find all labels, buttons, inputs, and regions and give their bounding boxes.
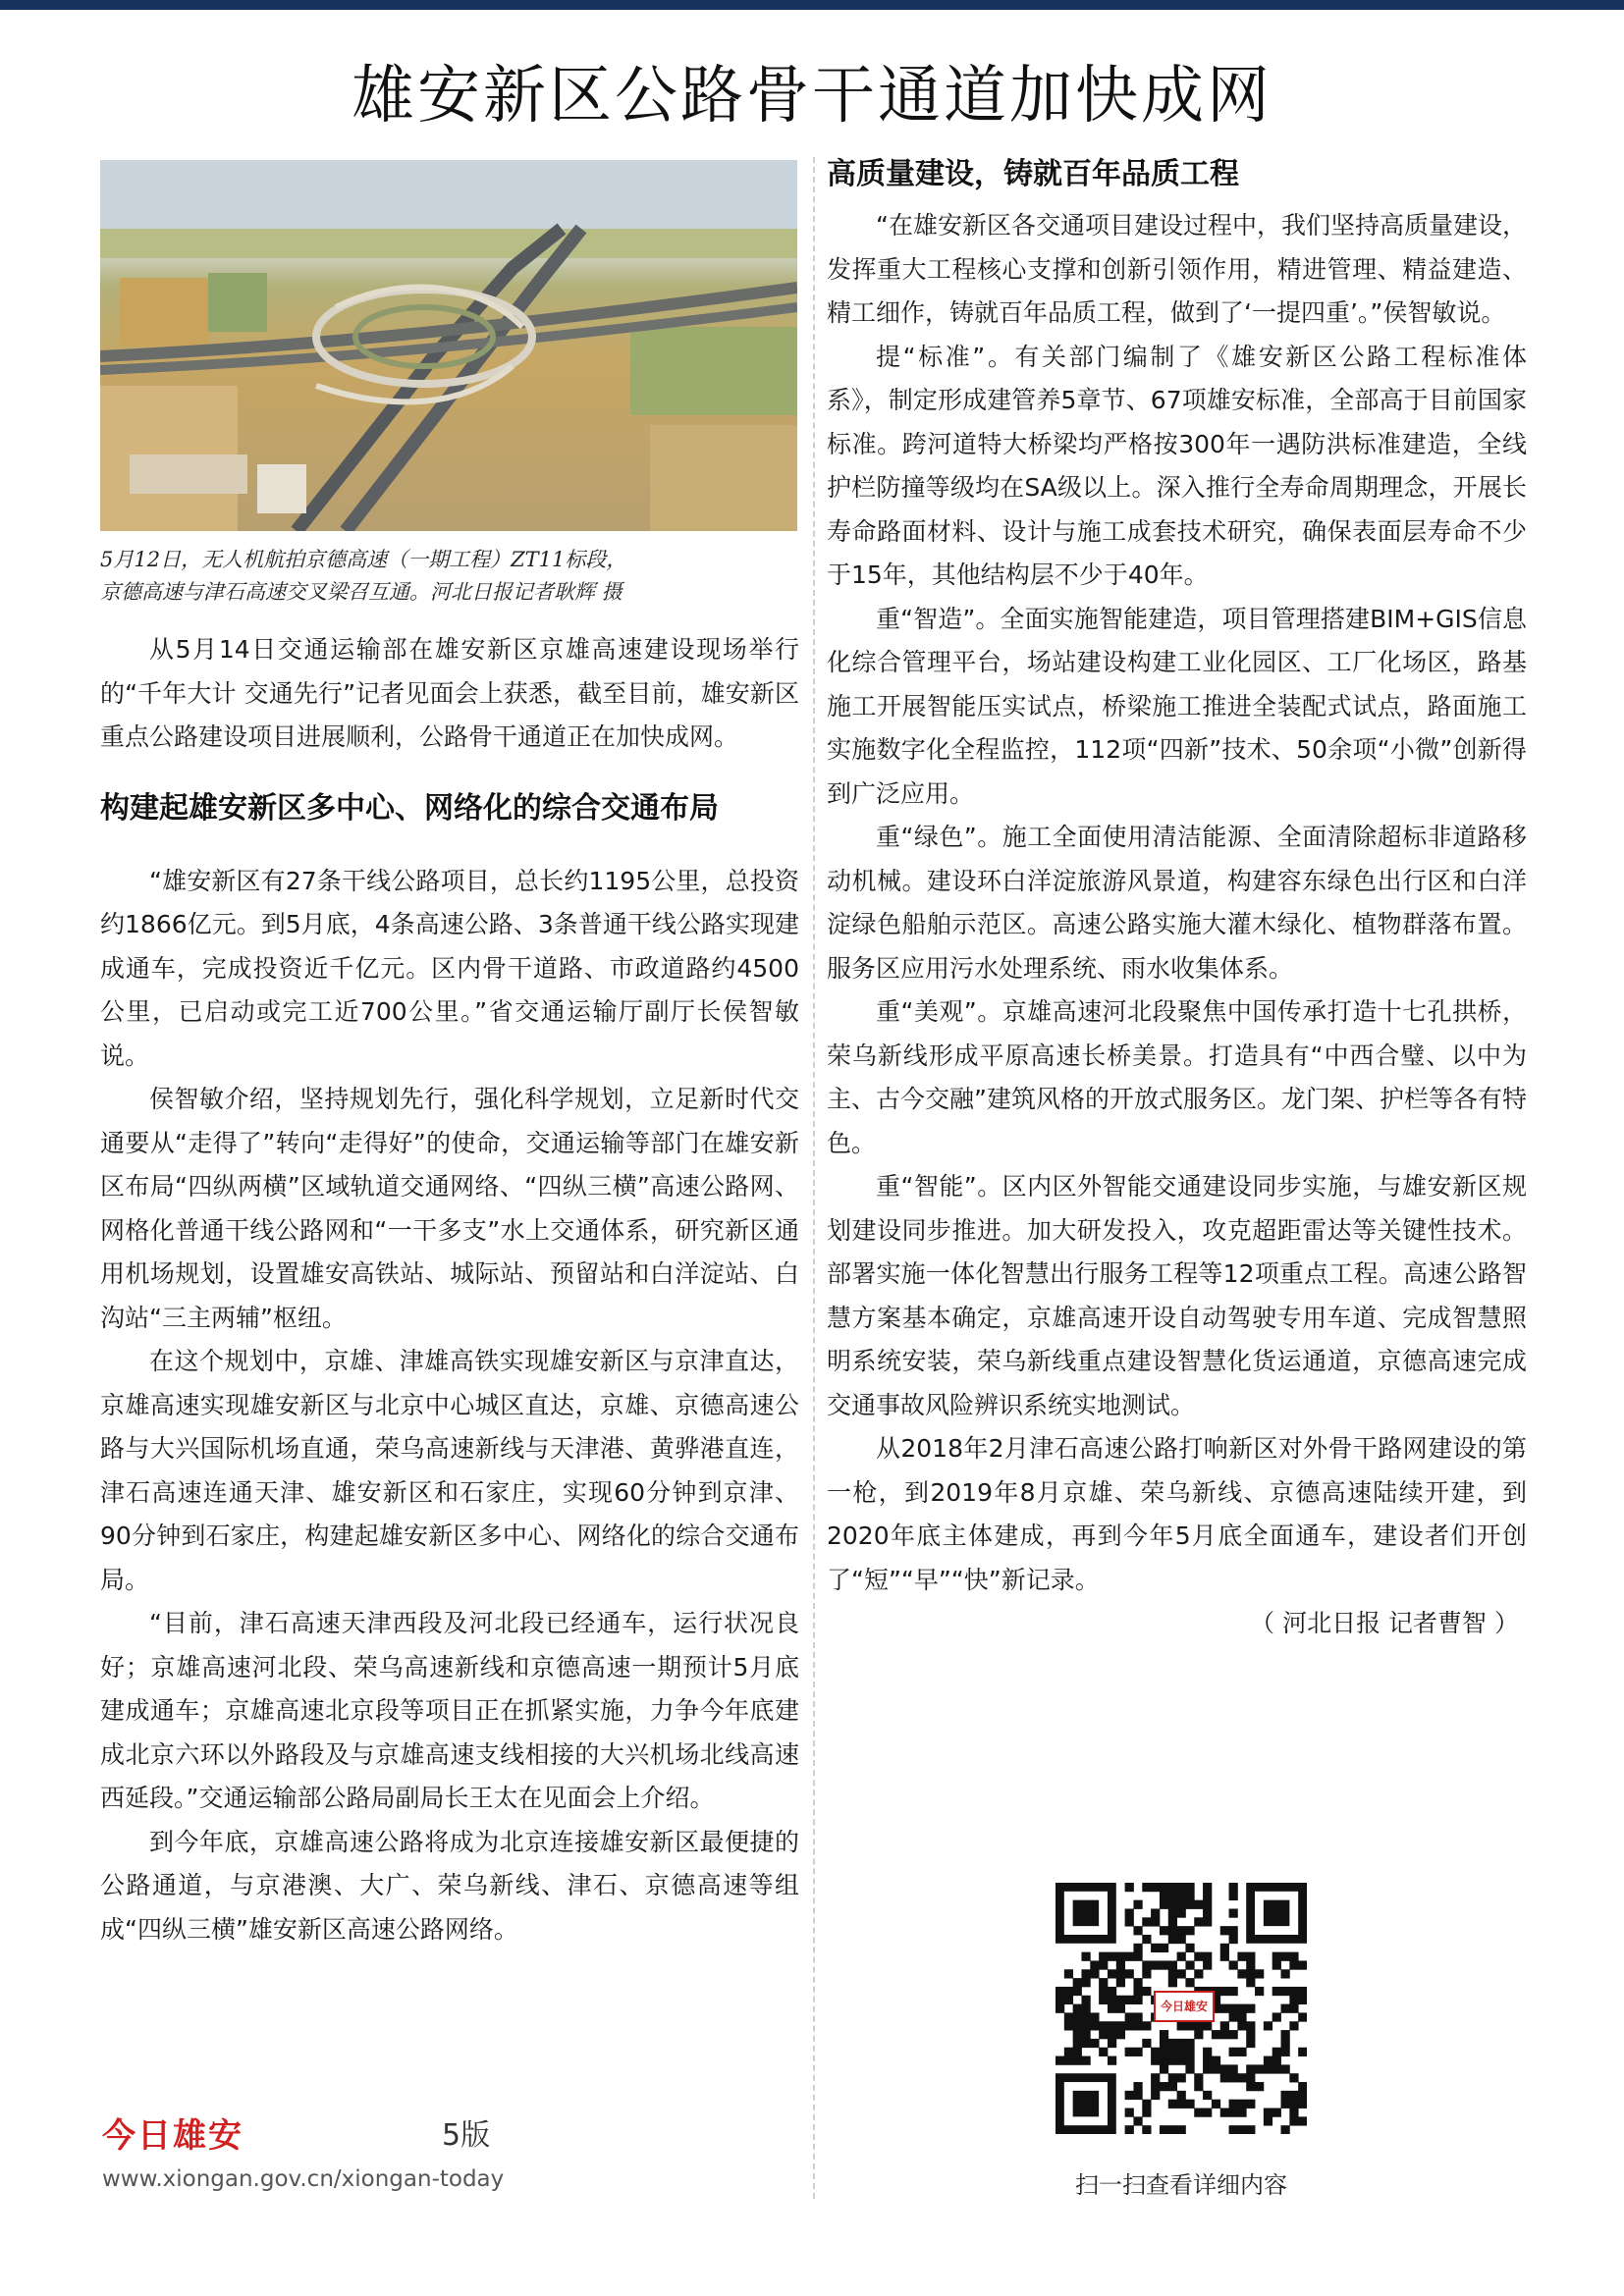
byline: （ 河北日报 记者曹智 ） xyxy=(1250,1609,1519,1637)
section-heading: 构建起雄安新区多中心、网络化的综合交通布局 xyxy=(100,790,719,826)
paragraph: 侯智敏介绍，坚持规划先行，强化科学规划，立足新时代交通要从“走得了”转向“走得好”的使命，交通运输等部门在雄安新区布局“四纵两横”区域轨道交通网络、“四纵三横”高速公路网、网格化普通干线公路网和“一干多支”水上交通体系，研究新区通用机场规划，设置雄安高铁站、城际站、预留站和白洋淀站、白沟站“三主两辅”枢纽。 xyxy=(100,1085,799,1332)
paragraph: 提“标准”。有关部门编制了《雄安新区公路工程标准体系》，制定形成建管养5章节、67项雄安标准，全部高于目前国家标准。跨河道特大桥梁均严格按300年一遇防洪标准建造，全线护栏防撞等级均在SA级以上。深入推行全寿命周期理念，开展长寿命路面材料、设计与施工成套技术研究，确保表面层寿命不少于15年，其他结构层不少于40年。 xyxy=(827,342,1527,589)
page-number: 5版 xyxy=(442,2118,491,2153)
photo-caption-line: 5月12日，无人机航拍京德高速（一期工程）ZT11标段， xyxy=(100,548,627,571)
paragraph: 重“智造”。全面实施智能建造，项目管理搭建BIM+GIS信息化综合管理平台，场站建设构建工业化园区、工厂化场区，路基施工开展智能压实试点，桥梁施工推进全装配式试点，路面施工实施数字化全程监控，112项“四新”技术、50余项“小微”创新得到广泛应用。 xyxy=(827,604,1527,808)
paragraph: 从5月14日交通运输部在雄安新区京雄高速建设现场举行的“千年大计 交通先行”记者见面会上获悉，截至目前，雄安新区重点公路建设项目进展顺利，公路骨干通道正在加快成网。 xyxy=(100,635,799,751)
paragraph: 重“美观”。京雄高速河北段聚焦中国传承打造十七孔拱桥，荣乌新线形成平原高速长桥美景。打造具有“中西合璧、以中为主、古今交融”建筑风格的开放式服务区。龙门架、护栏等各有特色。 xyxy=(827,997,1527,1157)
aerial-photo-drawing xyxy=(100,160,797,531)
article-title: 雄安新区公路骨干通道加快成网 xyxy=(352,60,1272,133)
top-bar xyxy=(0,0,1624,10)
paragraph: 重“绿色”。施工全面使用清洁能源、全面清除超标非道路移动机械。建设环白洋淀旅游风景道，构建容东绿色出行区和白洋淀绿色船舶示范区。高速公路实施大灌木绿化、植物群落布置。服务区应用污水处理系统、雨水收集体系。 xyxy=(827,823,1527,983)
column-divider xyxy=(813,157,815,2199)
publication-logo: 今日雄安 xyxy=(102,2116,244,2156)
paragraph: 从2018年2月津石高速公路打响新区对外骨干路网建设的第一枪，到2019年8月京雄、荣乌新线、京德高速陆续开建，到2020年底主体建成，再到今年5月底全面通车，建设者们开创了“短”“早”“快”新记录。 xyxy=(827,1434,1527,1594)
paragraph: “目前，津石高速天津西段及河北段已经通车，运行状况良好；京雄高速河北段、荣乌高速新线和京德高速一期预计5月底建成通车；京雄高速北京段等项目正在抓紧实施，力争今年底建成北京六环以外路段及与京雄高速支线相接的大兴机场北线高速西延段。”交通运输部公路局副局长王太在见面会上介绍。 xyxy=(100,1609,799,1812)
qr-logo-badge: 今日雄安 xyxy=(1154,1991,1215,2022)
paragraph: 重“智能”。区内区外智能交通建设同步实施，与雄安新区规划建设同步推进。加大研发投入，攻克超距雷达等关键性技术。部署实施一体化智慧出行服务工程等12项重点工程。高速公路智慧方案基本确定，京雄高速开设自动驾驶专用车道、完成智慧照明系统安装，荣乌新线重点建设智慧化货运通道，京德高速完成交通事故风险辨识系统实地测试。 xyxy=(827,1172,1527,1419)
paragraph: “在雄安新区各交通项目建设过程中，我们坚持高质量建设，发挥重大工程核心支撑和创新引领作用，精进管理、精益建造、精工细作，铸就百年品质工程，做到了‘一提四重’。”侯智敏说。 xyxy=(827,211,1527,327)
qr-code-icon[interactable] xyxy=(1056,1883,1307,2134)
paragraph: “雄安新区有27条干线公路项目，总长约1195公里，总投资约1866亿元。到5月底，4条高速公路、3条普通干线公路实现建成通车，完成投资近千亿元。区内骨干道路、市政道路约4500公里，已启动或完工近700公里。”省交通运输厅副厅长侯智敏说。 xyxy=(100,866,799,1070)
paragraph: 到今年底，京雄高速公路将成为北京连接雄安新区最便捷的公路通道，与京港澳、大广、荣乌新线、津石、京德高速等组成“四纵三横”雄安新区高速公路网络。 xyxy=(100,1827,799,1944)
photo-caption-line: 京德高速与津石高速交叉梁召互通。河北日报记者耿辉 摄 xyxy=(100,580,623,604)
paragraph: 在这个规划中，京雄、津雄高铁实现雄安新区与京津直达，京雄高速实现雄安新区与北京中心城区直达，京雄、京德高速公路与大兴国际机场直通，荣乌高速新线与天津港、黄骅港直连，津石高速连通天津、雄安新区和石家庄，实现60分钟到京津、90分钟到石家庄，构建起雄安新区多中心、网络化的综合交通布局。 xyxy=(100,1347,799,1594)
footer-url[interactable]: www.xiongan.gov.cn/xiongan-today xyxy=(102,2166,505,2192)
qr-label: 扫一扫查看详细内容 xyxy=(1075,2171,1287,2199)
photo-caption xyxy=(100,544,799,609)
section-heading: 高质量建设，铸就百年品质工程 xyxy=(827,157,1239,191)
left-column xyxy=(100,628,799,1951)
right-column xyxy=(827,153,1527,1646)
aerial-interchange-photo xyxy=(100,160,797,531)
